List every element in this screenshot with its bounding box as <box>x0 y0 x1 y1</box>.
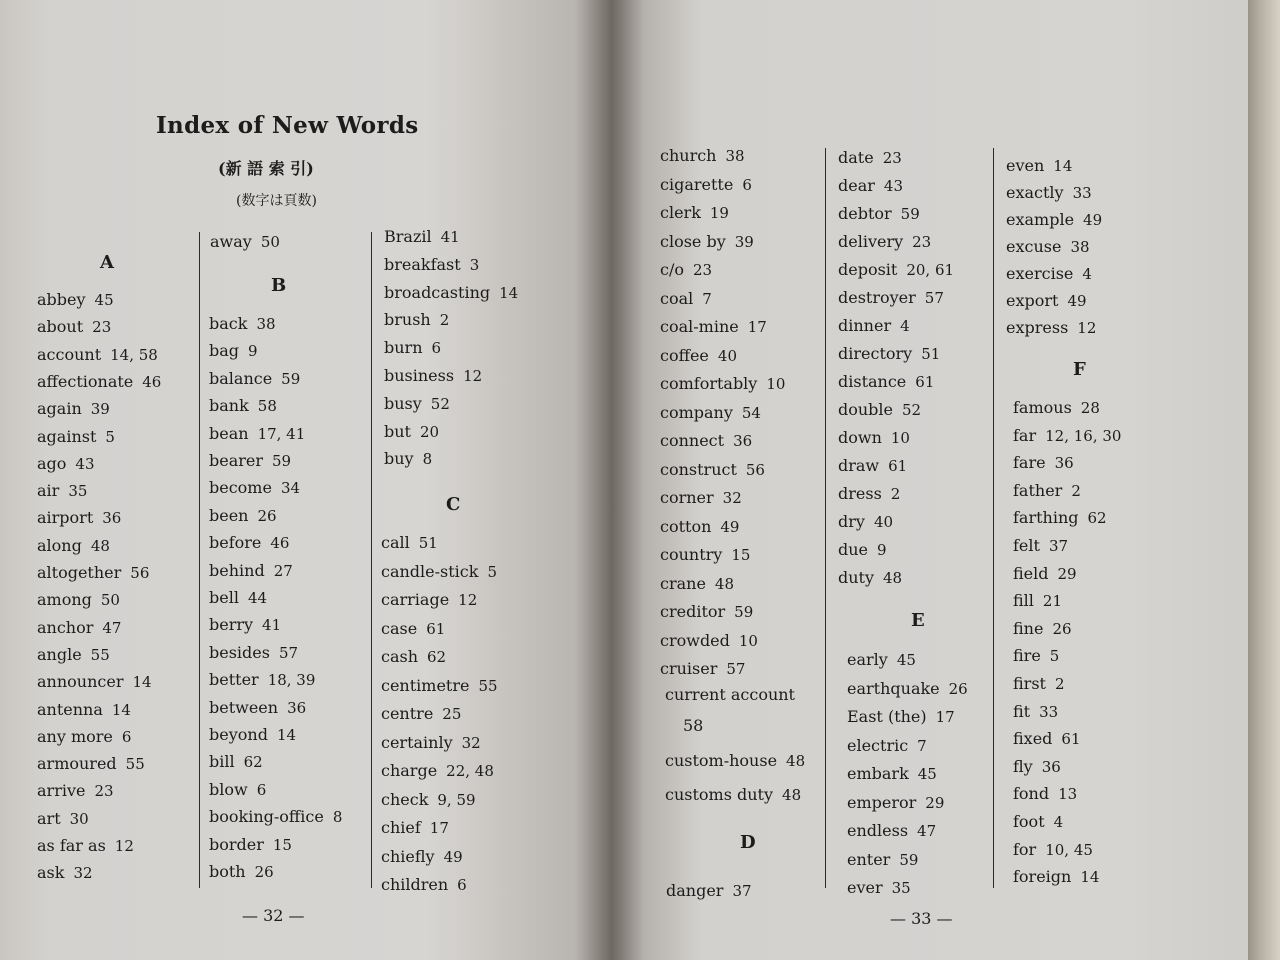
index-entry: ever 35 <box>847 878 911 897</box>
index-entry: famous 28 <box>1013 398 1100 417</box>
index-entry: duty 48 <box>838 568 903 587</box>
index-entry: art 30 <box>37 808 89 828</box>
index-entry: directory 51 <box>838 344 941 363</box>
index-entry: balance 59 <box>209 368 301 388</box>
index-entry: ask 32 <box>37 863 93 883</box>
index-entry: cotton 49 <box>660 516 740 536</box>
index-entry: country 15 <box>660 545 751 564</box>
index-entry: along 48 <box>37 535 110 555</box>
index-entry: carriage 12 <box>381 590 478 609</box>
index-entry: custom-house 48 <box>665 751 806 770</box>
left-page <box>0 0 612 960</box>
index-entry: Brazil 41 <box>384 227 460 246</box>
index-entry: down 10 <box>838 428 910 447</box>
index-entry: example 49 <box>1006 210 1103 229</box>
index-entry: field 29 <box>1013 563 1077 583</box>
page-number: — 32 — <box>242 906 305 925</box>
index-entry: dress 2 <box>838 484 901 503</box>
index-entry: border 15 <box>209 834 292 854</box>
index-entry: armoured 55 <box>37 754 145 774</box>
column-divider <box>371 232 372 888</box>
index-entry: announcer 14 <box>37 672 152 692</box>
index-entry: bearer 59 <box>209 451 292 470</box>
column-divider <box>993 148 994 888</box>
index-entry: about 23 <box>37 317 112 337</box>
index-entry: exercise 4 <box>1006 264 1092 283</box>
index-entry: bill 62 <box>209 752 263 772</box>
index-note: (数字は頁数) <box>236 193 317 209</box>
section-letter-e: E <box>911 610 925 631</box>
index-subtitle: (新 語 索 引) <box>218 159 314 178</box>
index-entry: far 12, 16, 30 <box>1013 425 1122 445</box>
index-entry: better 18, 39 <box>209 670 316 690</box>
index-entry: breakfast 3 <box>384 254 480 274</box>
index-entry: corner 32 <box>660 488 742 507</box>
index-entry: chief 17 <box>381 818 449 837</box>
index-entry: foreign 14 <box>1013 867 1100 887</box>
index-entry: been 26 <box>209 505 277 525</box>
page-number: — 33 — <box>890 909 953 928</box>
index-entry: centimetre 55 <box>381 675 498 695</box>
index-entry: East (the) 17 <box>847 707 955 726</box>
index-entry: beyond 14 <box>209 725 297 744</box>
index-entry: crane 48 <box>660 573 735 593</box>
index-entry: danger 37 <box>666 881 752 900</box>
index-entry: export 49 <box>1006 291 1087 310</box>
index-entry: dry 40 <box>838 512 894 531</box>
index-entry: felt 37 <box>1013 536 1069 555</box>
index-entry: both 26 <box>209 862 274 881</box>
index-entry: c/o 23 <box>660 260 713 279</box>
index-entry: destroyer 57 <box>838 288 944 307</box>
index-entry: coffee 40 <box>660 345 737 365</box>
index-entry: fly 36 <box>1013 756 1061 776</box>
column-divider <box>199 232 200 888</box>
index-entry: father 2 <box>1013 480 1081 500</box>
index-entry: any more 6 <box>37 726 132 746</box>
index-entry: certainly 32 <box>381 732 481 752</box>
index-entry: dinner 4 <box>838 316 910 335</box>
index-entry: customs duty 48 <box>665 785 802 804</box>
right-page <box>612 0 1252 960</box>
index-entry: embark 45 <box>847 764 937 783</box>
index-entry: fill 21 <box>1013 591 1062 611</box>
index-entry: charge 22, 48 <box>381 761 494 780</box>
section-letter-a: A <box>100 252 114 273</box>
index-entry: back 38 <box>209 314 276 333</box>
index-entry: blow 6 <box>209 779 267 799</box>
index-entry: coal 7 <box>660 288 712 308</box>
index-entry: farthing 62 <box>1013 508 1107 528</box>
index-entry: buy 8 <box>384 449 433 469</box>
index-entry: bag 9 <box>209 341 258 361</box>
index-entry: double 52 <box>838 400 922 419</box>
section-letter-b: B <box>271 275 287 296</box>
index-entry: cash 62 <box>381 647 447 666</box>
index-entry: deposit 20, 61 <box>838 260 955 279</box>
index-entry: date 23 <box>838 148 902 167</box>
index-entry: enter 59 <box>847 849 919 869</box>
index-entry: broadcasting 14 <box>384 282 519 302</box>
index-entry: arrive 23 <box>37 781 114 801</box>
index-entry: creditor 59 <box>660 602 754 621</box>
index-entry: bank 58 <box>209 396 277 416</box>
index-entry: fare 36 <box>1013 453 1074 473</box>
index-entry: cigarette 6 <box>660 174 752 194</box>
index-entry: between 36 <box>209 697 307 717</box>
adjacent-book-edge <box>1248 0 1280 960</box>
index-entry: connect 36 <box>660 431 753 450</box>
index-entry: exactly 33 <box>1006 183 1092 202</box>
index-entry: affectionate 46 <box>37 371 162 391</box>
index-entry: for 10, 45 <box>1013 839 1093 859</box>
index-entry: candle-stick 5 <box>381 561 497 581</box>
index-entry: chiefly 49 <box>381 846 463 866</box>
index-entry: draw 61 <box>838 456 908 475</box>
index-entry: anchor 47 <box>37 617 122 637</box>
index-entry: delivery 23 <box>838 232 932 251</box>
index-entry: burn 6 <box>384 338 442 358</box>
index-entry: debtor 59 <box>838 204 920 223</box>
index-entry: account 14, 58 <box>37 344 158 364</box>
index-entry: coal-mine 17 <box>660 317 767 336</box>
index-entry: airport 36 <box>37 508 122 528</box>
index-entry: crowded 10 <box>660 630 758 650</box>
index-entry: antenna 14 <box>37 699 131 719</box>
index-entry: behind 27 <box>209 560 293 580</box>
index-entry: dear 43 <box>838 176 903 195</box>
index-entry: fine 26 <box>1013 618 1072 638</box>
section-letter-f: F <box>1073 359 1086 380</box>
index-entry: earthquake 26 <box>847 678 968 698</box>
index-entry: excuse 38 <box>1006 237 1090 256</box>
index-entry: express 12 <box>1006 318 1097 337</box>
index-entry: construct 56 <box>660 459 765 479</box>
index-entry: bell 44 <box>209 588 268 607</box>
column-divider <box>825 148 826 888</box>
index-entry: before 46 <box>209 533 290 553</box>
section-letter-d: D <box>740 832 756 853</box>
section-letter-c: C <box>446 494 461 515</box>
index-entry: current account <box>665 685 795 704</box>
index-entry: emperor 29 <box>847 792 945 812</box>
index-entry: become 34 <box>209 478 301 498</box>
index-entry: first 2 <box>1013 674 1065 693</box>
index-entry: air 35 <box>37 481 88 501</box>
index-entry: close by 39 <box>660 231 754 251</box>
index-entry: among 50 <box>37 590 120 610</box>
index-entry: company 54 <box>660 402 761 422</box>
index-entry: business 12 <box>384 366 483 385</box>
index-entry: fond 13 <box>1013 784 1078 804</box>
index-entry: cruiser 57 <box>660 659 746 678</box>
index-entry: besides 57 <box>209 642 299 662</box>
index-entry: centre 25 <box>381 704 462 723</box>
index-entry: foot 4 <box>1013 812 1064 831</box>
index-entry: due 9 <box>838 540 887 559</box>
index-entry: brush 2 <box>384 310 450 330</box>
index-entry: church 38 <box>660 146 745 165</box>
index-entry: comfortably 10 <box>660 374 786 393</box>
index-entry: booking-office 8 <box>209 807 343 827</box>
index-entry: endless 47 <box>847 821 937 840</box>
index-entry: fire 5 <box>1013 646 1060 666</box>
index-entry: against 5 <box>37 426 115 446</box>
index-entry: distance 61 <box>838 372 935 391</box>
index-entry: abbey 45 <box>37 290 114 309</box>
index-entry: berry 41 <box>209 615 282 635</box>
index-entry: check 9, 59 <box>381 789 476 809</box>
index-entry: away 50 <box>210 232 280 251</box>
index-entry: altogether 56 <box>37 563 150 582</box>
index-entry: even 14 <box>1006 156 1073 175</box>
index-entry: call 51 <box>381 533 438 552</box>
index-entry: fixed 61 <box>1013 729 1081 749</box>
index-entry-pages: 58 <box>683 716 704 735</box>
index-entry: busy 52 <box>384 393 450 413</box>
index-entry: children 6 <box>381 875 467 894</box>
index-entry: angle 55 <box>37 644 110 664</box>
index-entry: electric 7 <box>847 735 927 755</box>
index-entry: bean 17, 41 <box>209 423 306 443</box>
index-entry: early 45 <box>847 650 916 669</box>
index-entry: fit 33 <box>1013 701 1059 721</box>
index-entry: but 20 <box>384 421 440 441</box>
index-entry: clerk 19 <box>660 203 729 222</box>
index-entry: ago 43 <box>37 453 95 473</box>
index-entry: case 61 <box>381 618 446 638</box>
index-entry: again 39 <box>37 399 110 419</box>
index-entry: as far as 12 <box>37 836 134 855</box>
index-title: Index of New Words <box>156 112 419 139</box>
